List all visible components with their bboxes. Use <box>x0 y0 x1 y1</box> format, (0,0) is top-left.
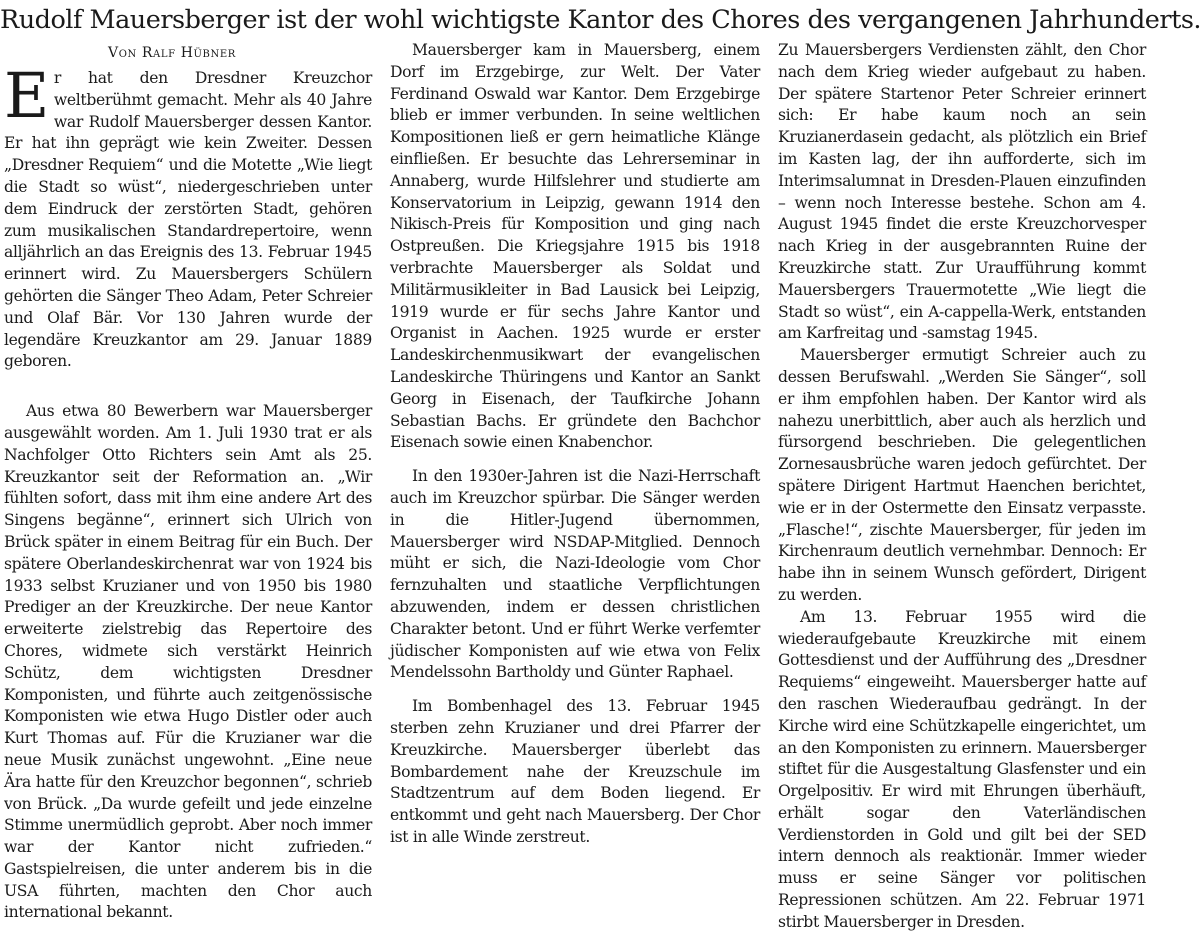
byline: Von Ralf Hübner <box>108 45 236 61</box>
headline: Rudolf Mauersberger ist der wohl wichtigste Kantor des Chores des vergangenen Jahrhunderts. <box>0 5 1201 35</box>
paragraph-intro <box>4 59 372 373</box>
column-3 <box>778 40 1146 931</box>
paragraph: Mauersberger kam in Mauersberg, einem Dorf im Erzgebirge, zur Welt. Der Vater Ferdinand Oswald war Kantor. Dem Erzgebirge blieb er immer verbunden. In seine weltlichen Kompositionen ließ er gern heimatliche Klänge einfließen. Er besuchte das Lehrerseminar in Annaberg, wurde Hilfslehrer und studierte am Konservatorium in Leipzig, gewann 1914 den Nikisch-Preis für Komposition und ging nach Ostpreußen. Die Kriegsjahre 1915 bis 1918 verbrachte Mauersberger als Soldat und Militärmusikleiter in Bad Lausick bei Leipzig, 1919 wurde er für sechs Jahre Kantor und Organist in Aachen. 1925 wurde er erster Landeskirchenmusikwart der evangelischen Landeskirche Thüringens und Kantor an Sankt Georg in Eisenach, der Taufkirche Johann Sebastian Bachs. Er gründete den Bachchor Eisenach sowie einen Knabenchor. <box>390 41 760 452</box>
paragraph: Im Bombenhagel des 13. Februar 1945 sterben zehn Kruzianer und drei Pfarrer der Kreuzkirche. Mauersberger überlebt das Bombardement nahe der Kreuzschule im Stadtzentrum auf dem Boden liegend. Er entkommt und geht nach Mauersberg. Der Chor ist in alle Winde zerstreut. <box>390 697 760 846</box>
paragraph: Mauersberger ermutigt Schreier auch zu dessen Berufswahl. „Werden Sie Sänger“, soll er ihm empfohlen haben. Der Kantor wird als nahezu unerbittlich, aber auch als herzlich und fürsorgend beschrieben. Die gelegentlichen Zornesausbrüche waren jedoch gefürchtet. Der spätere Dirigent Hartmut Haenchen berichtet, wie er in der Ostermette den Einsatz verpasste. „Flasche!“, zischte Mauersberger, für jeden im Kirchenraum deutlich vernehmbar. Dennoch: Er habe ihn in seinem Wunsch gefördert, Dirigent zu werden. <box>778 346 1146 604</box>
paragraph-intro-text: r hat den Dresdner Kreuzchor weltberühmt gemacht. Mehr als 40 Jahre war Rudolf Mauersberger dessen Kantor. Er hat ihn geprägt wie kein Zweiter. Dessen „Dresdner Requiem“ und die Motette „Wie liegt die Stadt so wüst“, niedergeschrieben unter dem Eindruck der zerstörten Stadt, gehören zum musikalischen Standardrepertoire, wenn alljährlich an das Ereignis des 13. Februar 1945 erinnert wird. Zu Mauersbergers Schülern gehörten die Sänger Theo Adam, Peter Schreier und Olaf Bär. Vor 130 Jahren wurde der legendäre Kreuzkantor am 29. Januar 1889 geboren. <box>4 69 372 371</box>
column-2 <box>390 40 760 920</box>
column-1 <box>4 38 372 922</box>
drop-cap: E <box>4 59 49 132</box>
paragraph: Aus etwa 80 Bewerbern war Mauersberger ausgewählt worden. Am 1. Juli 1930 trat er als Nachfolger Otto Richters sein Amt als 25. Kreuzkantor seit der Reformation an. „Wir fühlten sofort, dass mit ihm eine andere Art des Singens begänne“, erinnert sich Ulrich von Brück später in einem Beitrag für ein Buch. Der spätere Oberlandeskirchenrat war von 1924 bis 1933 selbst Kruzianer und von 1950 bis 1980 Prediger an der Kreuzkirche. Der neue Kantor erweiterte zielstrebig das Repertoire des Chores, widmete sich verstärkt Heinrich Schütz, dem wichtigsten Dresdner Komponisten, und führte auch zeitgenössische Komponisten wie etwa Hugo Distler oder auch Kurt Thomas auf. Für die Kruzianer war die neue Musik zunächst ungewohnt. „Eine neue Ära hatte für den Kreuzchor begonnen“, schrieb von Brück. „Da wurde gefeilt und jede einzelne Stimme unermüdlich geprobt. Aber noch immer war der Kantor nicht zufrieden.“ Gastspielreisen, die unter anderem bis in die USA führten, machten den Chor auch international bekannt. <box>4 402 372 922</box>
paragraph: Am 13. Februar 1955 wird die wiederaufgebaute Kreuzkirche mit einem Gottesdienst und der Aufführung des „Dresdner Requiems“ eingeweiht. Mauersberger hatte auf den raschen Wiederaufbau gedrängt. In der Kirche wird eine Schützkapelle eingerichtet, um an den Komponisten zu erinnern. Mauersberger stiftet für die Ausgestaltung Glasfenster und ein Orgelpositiv. Er wird mit Ehrungen überhäuft, erhält sogar den Vaterländischen Verdienstorden in Gold und gilt bei der SED intern dennoch als reaktionär. Immer wieder muss er seine Sänger vor politischen Repressionen schützen. Am 22. Februar 1971 stirbt Mauersberger in Dresden. <box>778 607 1146 931</box>
paragraph-continuation: Zu Mauersbergers Verdiensten zählt, den Chor nach dem Krieg wieder aufgebaut zu haben. Der spätere Startenor Peter Schreier erinnert sich: Er habe kaum noch an sein Kruzianerdasein gedacht, als plötzlich ein Brief im Kasten lag, der ihn aufforderte, sich im Interimsalumnat in Dresden-Plauen einzufinden – wenn noch Interesse bestehe. Schon am 4. August 1945 findet die erste Kreuzchorvesper nach Krieg in der ausgebrannten Ruine der Kreuzkirche statt. Zur Uraufführung kommt Mauersbergers Trauermotette „Wie liegt die Stadt so wüst“, ein A-cappella-Werk, entstanden am Karfreitag und -samstag 1945. <box>778 41 1146 343</box>
paragraph: In den 1930er-Jahren ist die Nazi-Herrschaft auch im Kreuzchor spürbar. Die Sänger werden in die Hitler-Jugend übernommen, Mauersberger wird NSDAP-Mitglied. Dennoch müht er sich, die Nazi-Ideologie vom Chor fernzuhalten und staatliche Verpflichtungen abzuwenden, indem er dessen christlichen Charakter betont. Und er führt Werke verfemter jüdischer Komponisten auf wie etwa von Felix Mendelssohn Bartholdy und Günter Raphael. <box>390 467 760 682</box>
